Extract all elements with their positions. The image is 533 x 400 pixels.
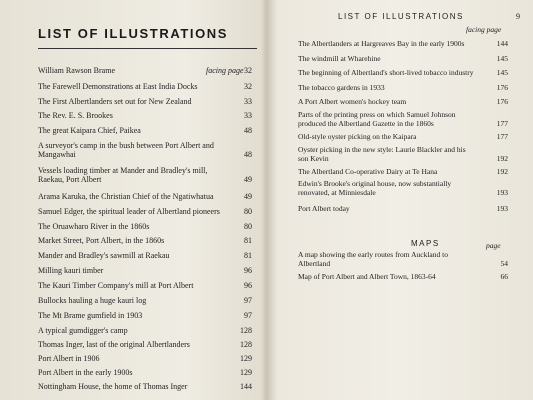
entry-title: The Oruawharo River in the 1860s xyxy=(38,222,150,231)
entry-page: 33 xyxy=(244,97,252,106)
entry-page: 129 xyxy=(240,368,252,377)
entry-title: Vessels loading timber at Mander and Bradley's mill, Raekau, Port Albert xyxy=(38,166,208,184)
entry-page: 145 xyxy=(496,68,508,77)
entry-page: 128 xyxy=(240,326,252,335)
right-page xyxy=(268,0,533,400)
list-item xyxy=(298,146,508,163)
entry-page: 177 xyxy=(496,118,508,128)
map-title: A map showing the early routes from Auckland to Albertland xyxy=(298,250,448,268)
entry-title: The Mt Brame gumfield in 1903 xyxy=(38,311,143,320)
list-item xyxy=(38,354,260,363)
list-item xyxy=(38,66,260,75)
list-item xyxy=(298,69,508,78)
list-item xyxy=(298,205,508,214)
list-item xyxy=(298,55,508,64)
entry-title: Mander and Bradley's sawmill at Raekau xyxy=(38,251,170,260)
entry-title: The tobacco gardens in 1933 xyxy=(298,83,385,92)
list-item xyxy=(298,84,508,93)
entry-page: 49 xyxy=(244,175,252,184)
entry-page: 145 xyxy=(496,54,508,63)
entry-title: Bullocks hauling a huge kauri log xyxy=(38,296,147,305)
list-item xyxy=(38,281,260,290)
entry-page: 128 xyxy=(240,340,252,349)
entry-title: A Port Albert women's hockey team xyxy=(298,97,407,106)
entry-page: 80 xyxy=(244,222,252,231)
list-item xyxy=(38,82,260,91)
page-number: 9 xyxy=(516,12,520,21)
title-rule xyxy=(38,48,257,49)
entry-page: 144 xyxy=(240,382,252,391)
list-item xyxy=(38,126,260,135)
entry-title: The Farewell Demonstrations at East India Docks xyxy=(38,82,198,91)
entry-title: The windmill at Wharehine xyxy=(298,54,381,63)
entry-title: The great Kaipara Chief, Paikea xyxy=(38,126,141,135)
entry-page: 176 xyxy=(496,97,508,106)
entry-title: The beginning of Albertland's short-lived tobacco industry xyxy=(298,68,474,77)
list-item xyxy=(38,296,260,305)
list-item xyxy=(38,382,260,391)
entry-title: Nottingham House, the home of Thomas Inger xyxy=(38,382,188,391)
entry-page: 97 xyxy=(244,311,252,320)
entry-title: William Rawson Brame xyxy=(38,66,115,75)
facing-page-label: facing page xyxy=(206,66,244,75)
running-header: LIST OF ILLUSTRATIONS xyxy=(338,12,464,21)
list-item xyxy=(38,192,260,201)
entry-title: Market Street, Port Albert, in the 1860s xyxy=(38,236,165,245)
entry-title: The Albertlanders at Hargreaves Bay in the early 1900s xyxy=(298,39,465,48)
list-item xyxy=(38,207,260,216)
map-page: 66 xyxy=(500,272,508,281)
left-page xyxy=(0,0,266,400)
entry-page: 96 xyxy=(244,281,252,290)
entry-title: Old-style oyster picking on the Kaipara xyxy=(298,132,417,141)
entry-page: 176 xyxy=(496,83,508,92)
entry-title: Parts of the printing press on which Samuel Johnson produced the Albertland Gazette in the 1860s xyxy=(298,110,456,128)
list-item xyxy=(298,180,508,197)
entry-page: 177 xyxy=(496,132,508,141)
entry-page: 192 xyxy=(496,153,508,163)
entry-page: 81 xyxy=(244,251,252,260)
list-item xyxy=(38,326,260,335)
map-page: 54 xyxy=(500,258,508,268)
list-item xyxy=(298,111,508,128)
list-item xyxy=(38,166,260,184)
entry-title: Port Albert in 1906 xyxy=(38,354,100,363)
list-item xyxy=(298,168,508,177)
entry-page: 33 xyxy=(244,111,252,120)
entry-title: Port Albert today xyxy=(298,204,350,213)
list-item xyxy=(298,251,508,268)
entry-page: 32 xyxy=(244,66,252,75)
entry-title: The Albertland Co-operative Dairy at Te Hana xyxy=(298,167,438,176)
list-item xyxy=(38,141,260,159)
entry-page: 96 xyxy=(244,266,252,275)
list-item xyxy=(38,236,260,245)
entry-page: 81 xyxy=(244,236,252,245)
list-item xyxy=(298,133,508,142)
entry-title: The First Albertlanders set out for New Zealand xyxy=(38,97,192,106)
entry-title: Samuel Edger, the spiritual leader of Albertland pioneers xyxy=(38,207,220,216)
entry-page: 48 xyxy=(244,126,252,135)
list-item xyxy=(298,273,508,282)
entry-title: Thomas Inger, last of the original Albertlanders xyxy=(38,340,190,349)
list-item xyxy=(38,266,260,275)
entry-title: Oyster picking in the new style: Laurie Blackler and his son Kevin xyxy=(298,145,466,163)
entry-page: 193 xyxy=(496,187,508,197)
entry-title: The Kauri Timber Company's mill at Port Albert xyxy=(38,281,194,290)
entry-page: 129 xyxy=(240,354,252,363)
list-item xyxy=(298,98,508,107)
entry-title: Milling kauri timber xyxy=(38,266,104,275)
page-title: LIST OF ILLUSTRATIONS xyxy=(38,26,229,41)
entry-title: The Rev. E. S. Brookes xyxy=(38,111,113,120)
list-item xyxy=(298,40,508,49)
entry-page: 49 xyxy=(244,192,252,201)
entry-page: 48 xyxy=(244,150,252,159)
list-item xyxy=(38,97,260,106)
map-title: Map of Port Albert and Albert Town, 1863-64 xyxy=(298,272,436,281)
list-item xyxy=(38,340,260,349)
entry-page: 144 xyxy=(496,39,508,48)
entry-page: 32 xyxy=(244,82,252,91)
list-item xyxy=(38,368,260,377)
maps-page-label: page xyxy=(486,241,501,250)
entry-title: Edwin's Brooke's original house, now substantially renovated, at Minniesdale xyxy=(298,179,452,197)
entry-title: Port Albert in the early 1900s xyxy=(38,368,133,377)
entry-title: Arama Karuka, the Christian Chief of the Ngatiwhatua xyxy=(38,192,214,201)
list-item xyxy=(38,311,260,320)
entry-title: A typical gumdigger's camp xyxy=(38,326,128,335)
entry-title: A surveyor's camp in the bush between Port Albert and Mangawhai xyxy=(38,141,214,159)
list-item xyxy=(38,222,260,231)
entry-page: 192 xyxy=(496,167,508,176)
entry-page: 97 xyxy=(244,296,252,305)
facing-page-label: facing page xyxy=(466,25,502,34)
entry-page: 193 xyxy=(496,204,508,213)
list-item xyxy=(38,111,260,120)
maps-heading: MAPS xyxy=(411,239,440,248)
entry-page: 80 xyxy=(244,207,252,216)
list-item xyxy=(38,251,260,260)
